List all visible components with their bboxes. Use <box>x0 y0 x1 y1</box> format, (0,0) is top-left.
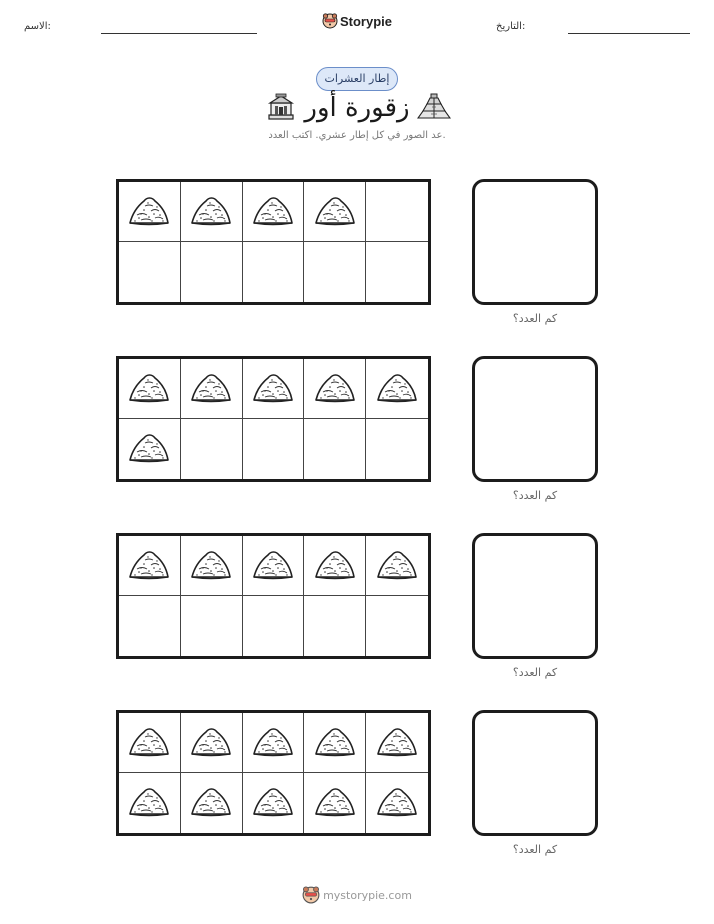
tens-frame-cell <box>181 713 243 773</box>
storypie-mascot-icon <box>302 886 320 904</box>
instructions: عد الصور في كل إطار عشري. اكتب العدد. <box>268 130 446 141</box>
answer-question: كم العدد؟ <box>512 666 558 679</box>
worksheet-title: زقورة أور <box>304 93 410 123</box>
tens-frame-cell <box>304 359 366 419</box>
answer-box[interactable] <box>472 179 598 305</box>
tens-frame-cell <box>243 359 305 419</box>
sand-pile-icon <box>251 370 295 408</box>
sand-pile-icon <box>127 547 171 585</box>
sand-pile-icon <box>251 193 295 231</box>
sand-pile-icon <box>375 724 419 762</box>
tens-frame-cell <box>366 419 428 479</box>
sand-pile-icon <box>313 547 357 585</box>
date-label: التاريخ: <box>496 21 526 32</box>
tens-frame-cell <box>119 536 181 596</box>
tens-frame-cell <box>243 182 305 242</box>
answer-question: كم العدد؟ <box>512 489 558 502</box>
tens-frame-cell <box>366 536 428 596</box>
tens-frame <box>116 533 431 659</box>
tens-frame-cell <box>366 182 428 242</box>
tens-frame-cell <box>181 773 243 833</box>
answer-question: كم العدد؟ <box>512 312 558 325</box>
sand-pile-icon <box>251 724 295 762</box>
tens-frame-cell <box>119 596 181 656</box>
tens-frame-cell <box>304 419 366 479</box>
tens-frame-cell <box>119 182 181 242</box>
sand-pile-icon <box>127 370 171 408</box>
tens-frame-cell <box>304 713 366 773</box>
tens-frame-cell <box>119 359 181 419</box>
tens-frame <box>116 179 431 305</box>
name-label: الاسم: <box>24 21 51 32</box>
tens-frame-cell <box>181 419 243 479</box>
sand-pile-icon <box>251 784 295 822</box>
tens-frame <box>116 356 431 482</box>
tens-frame-cell <box>119 419 181 479</box>
sand-pile-icon <box>127 784 171 822</box>
tens-frame-cell <box>119 773 181 833</box>
brand-name: Storypie <box>339 14 392 29</box>
sand-pile-icon <box>313 193 357 231</box>
tens-frame-cell <box>366 773 428 833</box>
tens-frame-cell <box>243 419 305 479</box>
answer-box[interactable] <box>472 533 598 659</box>
tens-frame-cell <box>304 536 366 596</box>
sand-pile-icon <box>189 724 233 762</box>
tens-frame-cell <box>243 536 305 596</box>
footer <box>0 886 714 904</box>
tens-frame-cell <box>119 242 181 302</box>
sand-pile-icon <box>375 784 419 822</box>
answer-question: كم العدد؟ <box>512 843 558 856</box>
sand-pile-icon <box>127 430 171 468</box>
tens-frame-cell <box>304 242 366 302</box>
tens-frame-cell <box>181 596 243 656</box>
sand-pile-icon <box>189 193 233 231</box>
sand-pile-icon <box>189 784 233 822</box>
footer-url: mystorypie.com <box>323 889 412 902</box>
sand-pile-icon <box>189 370 233 408</box>
tens-frame-cell <box>366 596 428 656</box>
tens-frame <box>116 710 431 836</box>
sand-pile-icon <box>127 193 171 231</box>
sand-pile-icon <box>375 370 419 408</box>
tens-frame-cell <box>243 242 305 302</box>
tens-frame-cell <box>181 182 243 242</box>
tens-frame-cell <box>304 182 366 242</box>
name-line[interactable] <box>101 33 257 34</box>
tens-frame-cell <box>366 242 428 302</box>
tens-frame-cell <box>366 713 428 773</box>
sand-pile-icon <box>251 547 295 585</box>
tens-frame-cell <box>366 359 428 419</box>
answer-box[interactable] <box>472 710 598 836</box>
tens-frame-cell <box>119 713 181 773</box>
sand-pile-icon <box>375 547 419 585</box>
ziggurat-icon <box>417 92 451 120</box>
brand-logo <box>0 13 714 29</box>
worksheet-type-badge: إطار العشرات <box>316 67 398 91</box>
answer-box[interactable] <box>472 356 598 482</box>
tens-frame-cell <box>243 773 305 833</box>
date-line[interactable] <box>568 33 690 34</box>
tens-frame-cell <box>181 242 243 302</box>
tens-frame-cell <box>304 773 366 833</box>
storypie-mascot-icon <box>322 13 338 29</box>
tens-frame-cell <box>243 596 305 656</box>
sand-pile-icon <box>313 724 357 762</box>
tens-frame-cell <box>181 359 243 419</box>
sand-pile-icon <box>313 784 357 822</box>
tens-frame-cell <box>243 713 305 773</box>
tens-frame-cell <box>304 596 366 656</box>
sand-pile-icon <box>313 370 357 408</box>
sand-pile-icon <box>189 547 233 585</box>
sand-pile-icon <box>127 724 171 762</box>
tens-frame-cell <box>181 536 243 596</box>
